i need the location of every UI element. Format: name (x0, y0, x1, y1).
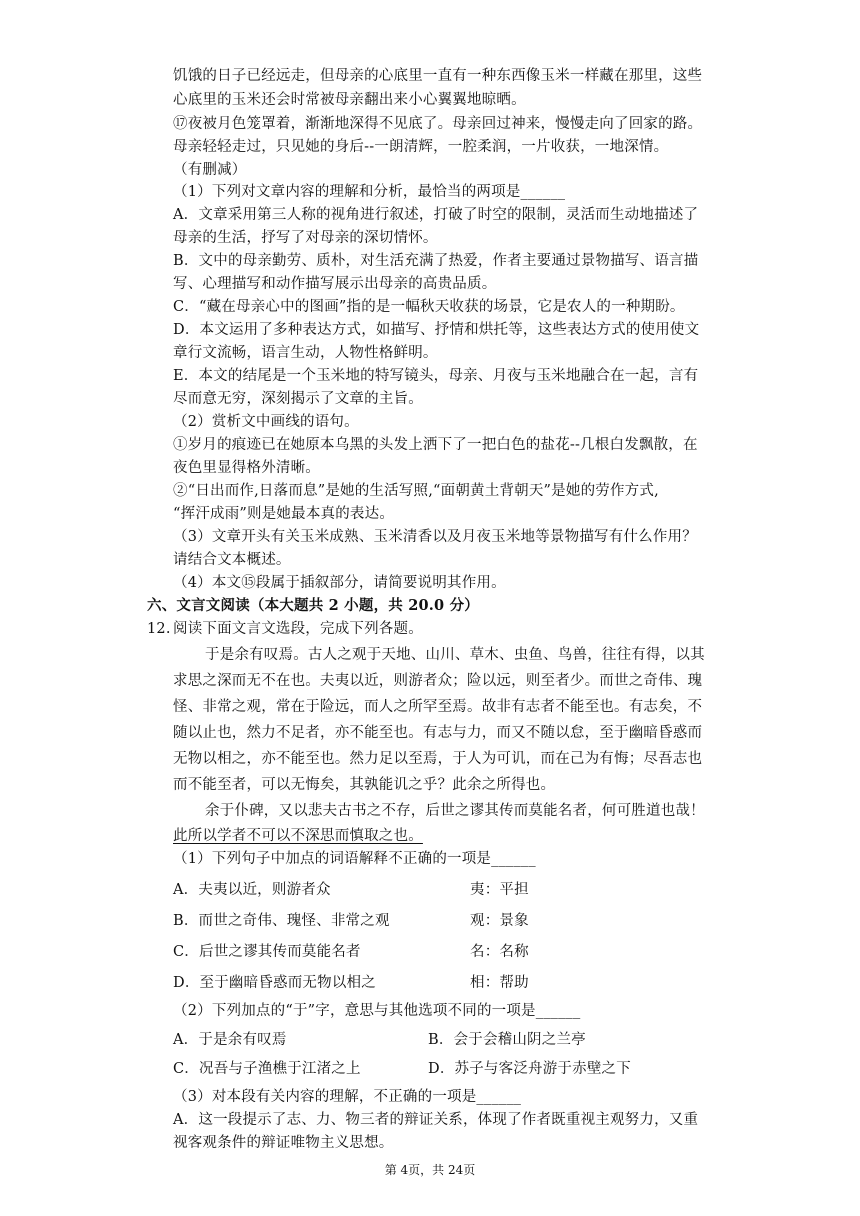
option-gloss: 名：名称 (470, 944, 529, 960)
passage-line: 饥饿的日子已经远走，但母亲的心底里一直有一种东西像玉米一样藏在那里，这些 (173, 68, 703, 84)
classical-text-line: 余于仆碑，又以悲夫古书之不存，后世之谬其传而莫能名者，何可胜道也哉！ (205, 803, 705, 819)
question-intro: 阅读下面文言文选段，完成下列各题。 (173, 621, 423, 637)
option-d-cont: 章行文流畅，语言生动，人物性格鲜明。 (173, 345, 438, 361)
option-b: B．会于会稽山阴之兰亭 (428, 1032, 586, 1048)
quoted-sentence-cont: “挥汗成雨”则是她最本真的表达。 (173, 506, 395, 522)
passage-line: 母亲轻轻走过，只见她的身后--一朗清辉，一腔柔润，一片收获，一地深情。 (173, 139, 669, 155)
quoted-sentence-cont: 夜色里显得格外清晰。 (173, 460, 320, 476)
page-footer: 第 4页，共 24页 (384, 1163, 476, 1177)
option-a-cont: 母亲的生活，抒写了对母亲的深切情怀。 (173, 230, 438, 246)
question-stem: （1）下列句子中加点的词语解释不正确的一项是______ (173, 851, 536, 867)
classical-text-line: 随以止也，然力不足者，亦不能至也。有志与力，而又不随以怠，至于幽暗昏惑而 (173, 725, 703, 741)
option-b-cont: 写、心理描写和动作描写展示出母亲的高贵品质。 (173, 276, 497, 292)
option-c: C．况吾与子渔樵于江渚之上 (173, 1061, 361, 1077)
option-d: D．本文运用了多种表达方式，如描写、抒情和烘托等，这些表达方式的使用使文 (173, 322, 700, 338)
passage-line: 心底里的玉米还会时常被母亲翻出来小心翼翼地晾晒。 (173, 92, 526, 108)
source-note: （有删减） (173, 162, 247, 178)
question-stem: （2）赏析文中画线的语句。 (173, 414, 359, 430)
option-e-cont: 尽而意无穷，深刻揭示了文章的主旨。 (173, 391, 423, 407)
classical-text-line: 怪、非常之观，常在于险远，而人之所罕至焉。故非有志者不能至也。有志矣，不 (173, 699, 703, 715)
option-sentence: B．而世之奇伟、瑰怪、非常之观 (173, 913, 390, 929)
classical-text-line: 而不能至者，可以无悔矣，其孰能讥之乎？此余之所得也。 (173, 777, 556, 793)
option-gloss: 夷：平担 (470, 882, 529, 898)
option-a: A．这一段提示了志、力、物三者的辩证关系，体现了作者既重视主观努力，又重 (173, 1112, 699, 1128)
classical-text-line: 于是余有叹焉。古人之观于天地、山川、草木、虫鱼、鸟兽，往往有得，以其 (205, 647, 705, 663)
option-gloss: 观：景象 (470, 913, 529, 929)
option-d: D．苏子与客泛舟游于赤壁之下 (428, 1061, 631, 1077)
option-b: B．文中的母亲勤劳、质朴，对生活充满了热爱，作者主要通过景物描写、语言描 (173, 253, 699, 269)
question-stem: （4）本文⑮段属于插叙部分，请简要说明其作用。 (173, 575, 506, 591)
question-stem-cont: 请结合文本概述。 (173, 552, 291, 568)
question-stem: （1）下列对文章内容的理解和分析，最恰当的两项是______ (173, 184, 566, 200)
question-stem: （2）下列加点的“于”字，意思与其他选项不同的一项是______ (173, 1003, 581, 1019)
classical-text-line: 求思之深而无不在也。夫夷以近，则游者众；险以远，则至者少。而世之奇伟、瑰 (173, 673, 703, 689)
option-a: A．于是余有叹焉 (173, 1032, 287, 1048)
option-sentence: D．至于幽暗昏惑而无物以相之 (173, 975, 376, 991)
passage-line: ⑰夜被月色笼罩着，渐渐地深得不见底了。母亲回过神来，慢慢走向了回家的路。 (173, 116, 703, 132)
option-sentence: A．夫夷以近，则游者众 (173, 882, 331, 898)
question-number: 12. (147, 621, 171, 637)
option-a: A．文章采用第三人称的视角进行叙述，打破了时空的限制，灵活而生动地描述了 (173, 207, 699, 223)
option-e: E．本文的结尾是一个玉米地的特写镜头，母亲、月夜与玉米地融合在一起，言有 (173, 368, 699, 384)
section-heading: 六、文言文阅读（本大题共 2 小题，共 20.0 分） (147, 597, 479, 614)
underlined-sentence: 此所以学者不可以不深思而慎取之也。 (173, 828, 423, 844)
quoted-sentence: ①岁月的痕迹已在她原本乌黑的头发上洒下了一把白色的盐花--几根白发飘散，在 (173, 437, 698, 453)
classical-text-line: 无物以相之，亦不能至也。然力足以至焉，于人为可讥，而在己为有悔；尽吾志也 (173, 751, 703, 767)
option-c: C．“藏在母亲心中的图画”指的是一幅秋天收获的场景，它是农人的一种期盼。 (173, 299, 685, 315)
quoted-sentence: ②“日出而作,日落而息”是她的生活写照,“面朝黄土背朝天”是她的劳作方式, (173, 483, 659, 499)
question-stem: （3）文章开头有关玉米成熟、玉米清香以及月夜玉米地等景物描写有什么作用？ (173, 529, 697, 545)
option-sentence: C．后世之谬其传而莫能名者 (173, 944, 361, 960)
question-stem: （3）对本段有关内容的理解，不正确的一项是______ (173, 1089, 522, 1105)
option-a-cont: 视客观条件的辩证唯物主义思想。 (173, 1135, 394, 1151)
option-gloss: 相：帮助 (470, 975, 529, 991)
